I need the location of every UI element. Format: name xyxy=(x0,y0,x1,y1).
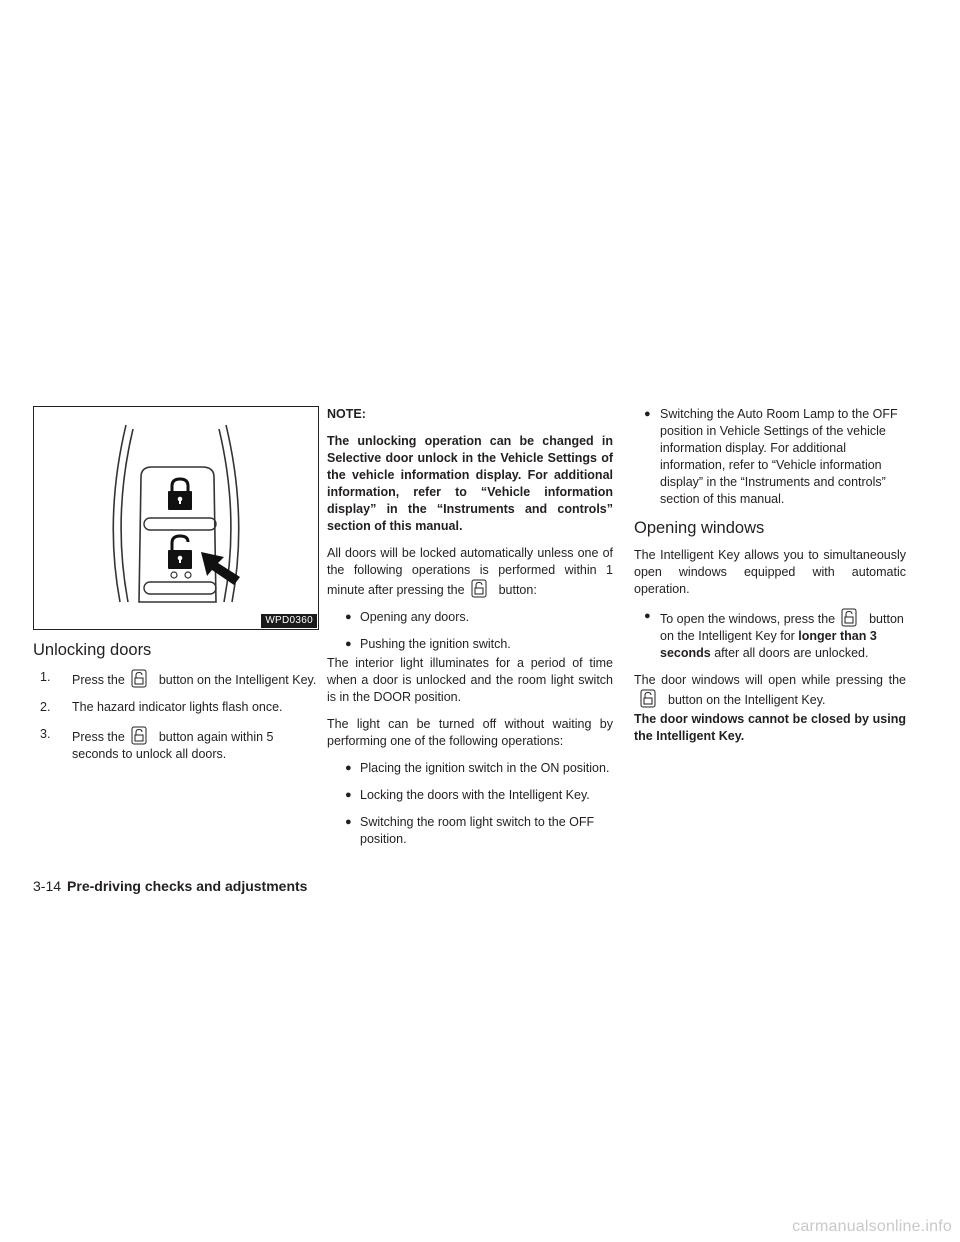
auto-lock-bullets xyxy=(327,609,613,653)
bullet-text: Pushing the ignition switch. xyxy=(360,637,511,651)
list-item xyxy=(327,760,613,777)
unlock-button-icon xyxy=(640,689,656,708)
list-item xyxy=(634,406,906,508)
unlock-button-icon xyxy=(841,608,857,627)
step-text: The hazard indicator lights flash once. xyxy=(72,700,283,714)
bullet-bold-text: longer than 3 seconds xyxy=(660,629,877,660)
pressing-paragraph xyxy=(634,672,906,709)
arrow-icon xyxy=(201,552,240,585)
list-item xyxy=(327,636,613,653)
bullet-icon: ● xyxy=(345,789,352,801)
bullet-icon: ● xyxy=(644,408,651,420)
bullet-icon: ● xyxy=(345,816,352,828)
step-number: 3. xyxy=(40,727,51,741)
bullet-icon: ● xyxy=(345,611,352,623)
unlock-button-icon xyxy=(131,726,147,745)
intelligent-key-figure xyxy=(33,406,319,630)
column-1 xyxy=(33,406,319,773)
step-number: 2. xyxy=(40,700,51,714)
section-title: Pre-driving checks and adjustments xyxy=(67,878,308,894)
step-text: button again within 5 seconds to unlock all doors. xyxy=(72,730,274,761)
paragraph-text: button: xyxy=(498,583,537,597)
unlock-button-icon xyxy=(471,579,487,598)
turn-off-bullets xyxy=(327,760,613,848)
step-text: button on the Intelligent Key. xyxy=(158,673,317,687)
bullet-icon: ● xyxy=(644,610,651,622)
unlock-key-icon xyxy=(168,536,192,569)
bullet-text: Switching the Auto Room Lamp to the OFF position in Vehicle Settings of the vehicle information display. For additional information, refer to “Vehicle information display” in the “Instruments and controls” section of this manual. xyxy=(660,407,898,506)
unlocking-steps xyxy=(33,669,319,763)
section-heading-opening-windows: Opening windows xyxy=(634,519,765,537)
bullet-text: Placing the ignition switch in the ON position. xyxy=(360,761,610,775)
bullet-text: Locking the doors with the Intelligent Key. xyxy=(360,788,590,802)
column-2 xyxy=(327,406,613,858)
intelligent-key-illustration xyxy=(34,407,318,629)
bullet-text: Switching the room light switch to the OFF position. xyxy=(360,815,595,846)
paragraph-text: The door windows will open while pressing the xyxy=(634,673,906,687)
lock-icon xyxy=(168,479,192,510)
section-heading-unlocking-doors: Unlocking doors xyxy=(33,641,152,659)
step-text: Press the xyxy=(72,673,125,687)
turn-off-bullets-continued xyxy=(634,406,906,508)
auto-lock-paragraph xyxy=(327,545,613,599)
step-text: Press the xyxy=(72,730,125,744)
bullet-icon: ● xyxy=(345,762,352,774)
list-item xyxy=(33,669,319,689)
figure-code: WPD0360 xyxy=(261,614,317,628)
windows-bullets xyxy=(634,608,906,662)
windows-intro: The Intelligent Key allows you to simultaneously open windows equipped with automatic operation. xyxy=(634,548,906,596)
unlock-button-icon xyxy=(131,669,147,688)
list-item xyxy=(33,726,319,763)
paragraph-text: All doors will be locked automatically unless one of the following operations is performed within 1 minute after pressing the xyxy=(327,546,613,597)
watermark: carmanualsonline.info xyxy=(792,1218,952,1235)
turn-off-intro: The light can be turned off without waiting by performing one of the following operations: xyxy=(327,717,613,748)
bullet-text: Opening any doors. xyxy=(360,610,470,624)
list-item xyxy=(327,787,613,804)
list-item xyxy=(634,608,906,662)
column-3 xyxy=(634,406,906,755)
list-item xyxy=(327,609,613,626)
page-number: 3-14 xyxy=(33,878,62,894)
paragraph-text: button on the Intelligent Key. xyxy=(668,693,826,707)
interior-light-paragraph: The interior light illuminates for a period of time when a door is unlocked and the room light switch is in the DOOR position. xyxy=(327,656,613,704)
page-footer xyxy=(33,877,307,895)
note-heading: NOTE: xyxy=(327,407,366,421)
bullet-icon: ● xyxy=(345,638,352,650)
windows-warning: The door windows cannot be closed by using the Intelligent Key. xyxy=(634,712,906,743)
step-number: 1. xyxy=(40,670,51,684)
note-text: The unlocking operation can be changed in Selective door unlock in the Vehicle Settings of the vehicle information display. For additional information, refer to “Vehicle information display” in the “Instruments and controls” section of this manual. xyxy=(327,434,613,533)
bullet-text: after all doors are unlocked. xyxy=(714,646,869,660)
bullet-text: button on the Intelligent Key for xyxy=(660,612,904,643)
bullet-text: To open the windows, press the xyxy=(660,612,836,626)
list-item xyxy=(33,699,319,716)
list-item xyxy=(327,814,613,848)
